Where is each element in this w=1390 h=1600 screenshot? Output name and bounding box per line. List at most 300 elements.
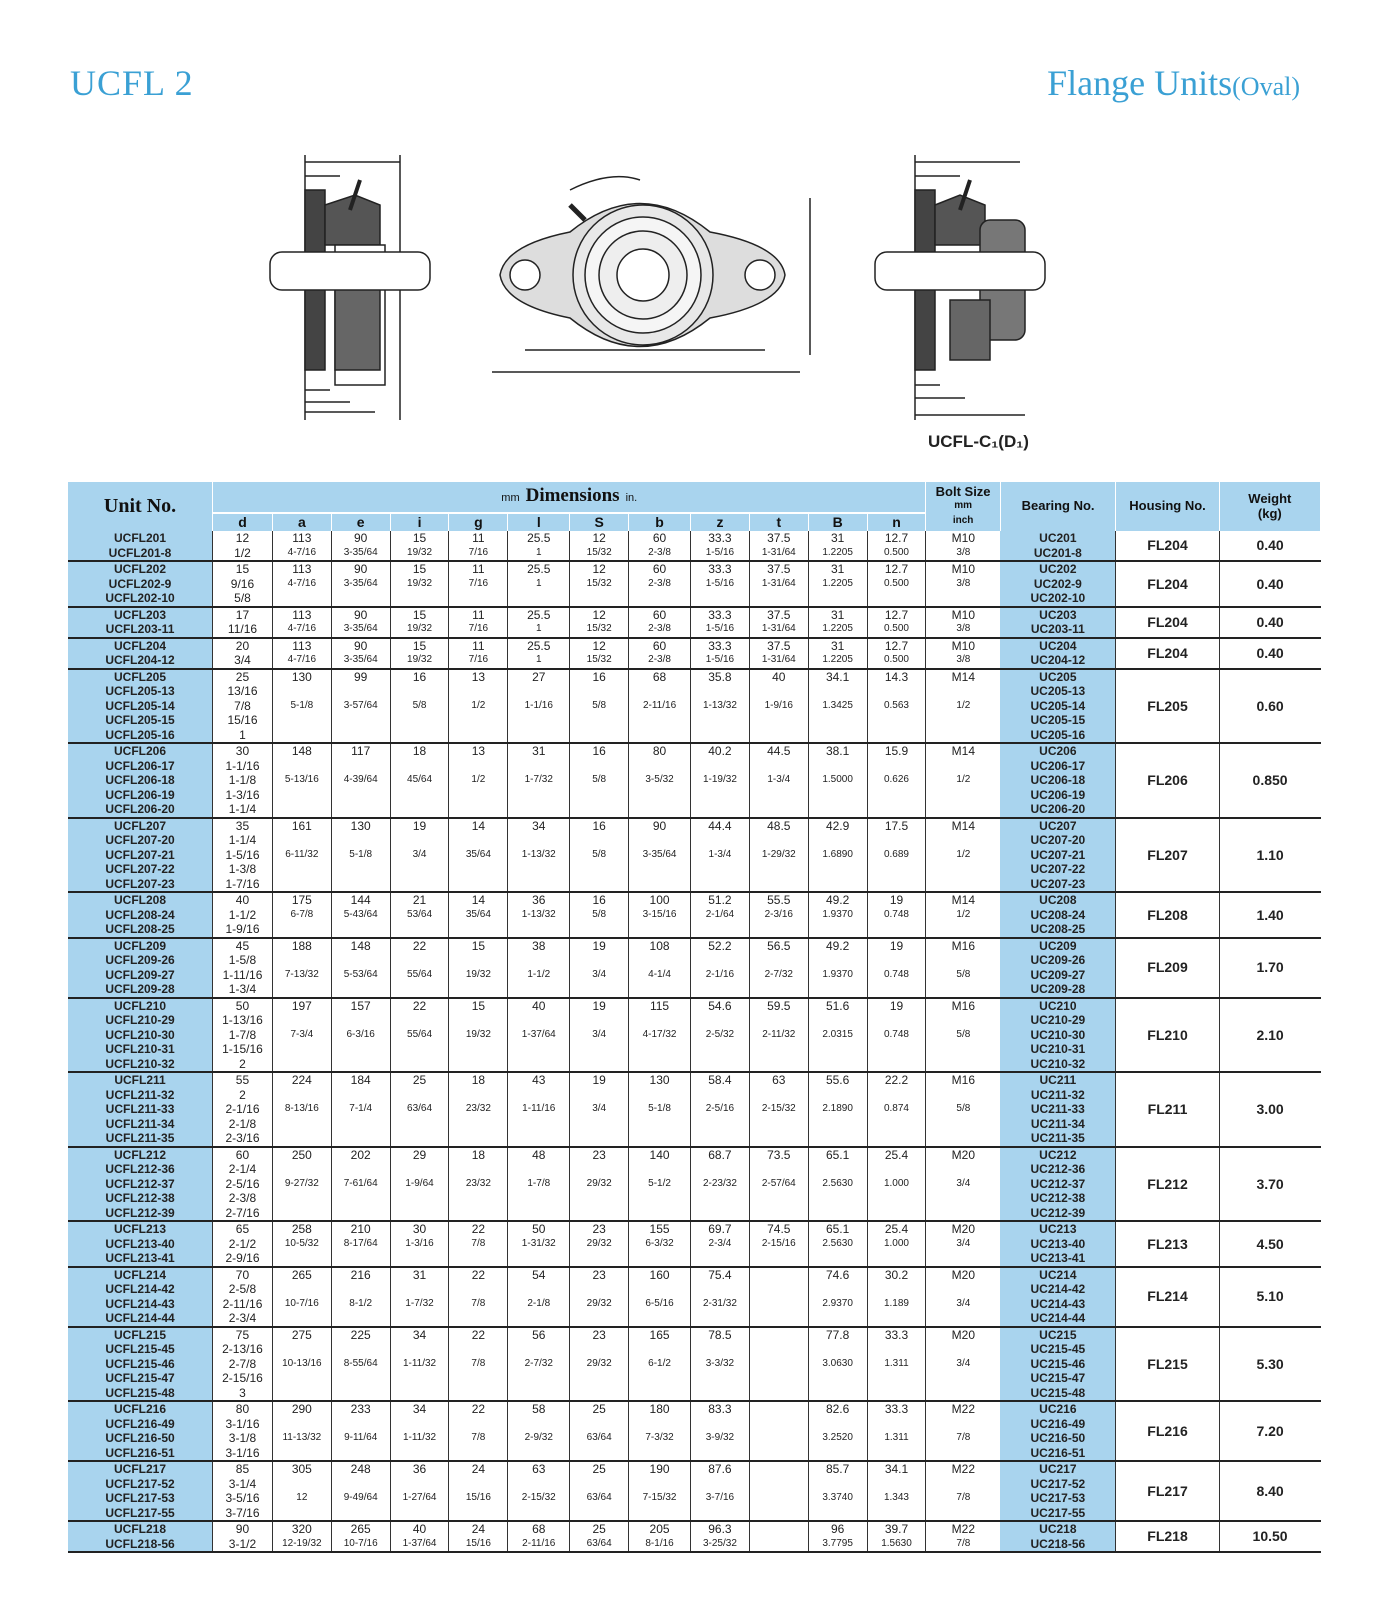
dim-spacer [570,833,628,848]
dim-inch-value: 1-13/32 [521,848,556,860]
right-view-drawing [875,155,1045,420]
dim-spacer [809,684,867,699]
dim-mm-value: 37.5 [767,562,791,576]
dim-spacer [926,1446,1000,1461]
weight-cell: 5.10 [1219,1267,1320,1327]
dim-cell [449,1401,508,1461]
weight-cell: 8.40 [1219,1461,1320,1521]
weight-cell: 0.60 [1219,669,1320,744]
dim-spacer [691,759,749,774]
dim-spacer [809,953,867,968]
dim-inch-value: 19/32 [407,577,433,589]
dim-spacer [809,862,867,877]
dim-spacer [868,833,926,848]
dim-spacer [332,1162,390,1177]
dim-cell [749,531,808,561]
d-value-line: 2-1/16 [225,1102,260,1116]
dim-mm-value: 113 [292,607,312,622]
dim-mm-value: 210 [350,1222,371,1236]
dim-inch-value: 3-35/64 [642,848,677,860]
dim-spacer [629,1013,690,1028]
dim-spacer [391,1417,449,1432]
bolt-mm-value: M10 [951,607,976,622]
dim-inch-value: 10-7/16 [343,1537,378,1549]
dim-cell [331,938,390,998]
dim-inch-value: 12-19/32 [282,1537,322,1549]
dim-spacer [391,877,449,892]
dim-mm-value: 18 [471,1147,486,1162]
bolt-size-cell [926,892,1000,938]
dim-mm-value: 224 [291,1073,312,1087]
dim-cell [449,892,508,938]
dim-spacer [449,788,507,803]
dim-mm-value: 30 [412,1222,427,1236]
dim-cell [449,638,508,669]
dim-cell [331,1521,390,1552]
dim-spacer [809,1042,867,1057]
unit-no-line: UCFL215 [114,1327,167,1342]
weight-cell: 0.40 [1219,638,1320,669]
dim-inch-value: 8-1/16 [645,1537,674,1549]
dim-spacer [691,1057,749,1072]
d-value-line: 1-5/8 [228,953,257,967]
dim-spacer [332,684,390,699]
dim-mm-value: 15 [412,562,427,576]
dim-spacer [809,922,867,937]
dim-cell [749,938,808,998]
dim-spacer [750,1117,808,1132]
dim-spacer [926,684,1000,699]
bearing-no-cell [1000,998,1116,1073]
bolt-size-cell [926,1221,1000,1267]
dim-inch-value: 2-9/32 [524,1432,553,1443]
unit-no-cell [68,1147,213,1222]
unit-no-line: UCFL206-20 [105,802,175,816]
dim-cell [449,669,508,744]
dim-spacer [570,713,628,728]
dim-spacer [273,877,331,892]
d-value-line: 2-3/16 [225,1131,260,1145]
dim-spacer [750,1042,808,1057]
dim-spacer [508,953,569,968]
dim-spacer [391,862,449,877]
dim-inch-value: 9-49/64 [343,1492,378,1503]
dim-spacer [332,922,390,937]
drawing-caption: UCFL-C₁(D₁) [928,432,1029,451]
dim-spacer [926,1057,1000,1072]
dim-spacer [868,788,926,803]
dim-col-2: e [331,513,390,531]
dim-inch-value: 1-31/64 [761,623,796,634]
dim-cell [808,1521,867,1552]
dim-spacer [508,833,569,848]
dim-spacer [750,684,808,699]
d-value-line: 17 [235,607,250,622]
bearing-no-line: UC216-49 [1030,1416,1086,1431]
dim-mm-value [750,1522,808,1537]
d-value-line: 3-1/16 [225,1445,260,1460]
bolt-size-inch: inch [952,514,974,526]
dim-spacer [629,1446,690,1461]
d-value-line: 1-3/8 [228,862,257,876]
dim-cell [749,1221,808,1267]
dim-inch-value: 1.311 [884,1432,909,1443]
dim-cell [390,669,449,744]
dim-inch-value: 2-23/32 [702,1177,737,1189]
d-value-line: 1-13/16 [222,1013,263,1027]
dim-spacer [391,1251,449,1266]
dim-inch-value: 15/32 [586,623,612,634]
dim-mm-value: 49.2 [825,938,850,953]
dim-mm-value: 25.5 [527,607,551,622]
d-value-line: 1-1/8 [228,773,257,787]
dim-spacer [332,1311,390,1326]
d-cell [213,607,273,638]
dim-mm-value: 12 [592,562,606,576]
dim-inch-value: 1.6890 [822,848,853,860]
dim-mm-value: 48.5 [767,818,791,833]
dim-cell [390,1221,449,1267]
dim-mm-value: 34.1 [825,669,850,684]
dim-inch-value [750,1431,808,1446]
housing-no-cell: FL214 [1116,1267,1219,1327]
d-value-line: 35 [235,818,250,833]
dim-inch-value: 1-27/64 [402,1492,437,1503]
dim-spacer [332,1477,390,1492]
dim-cell [331,607,390,638]
dim-cell [808,938,867,998]
bolt-inch-value: 3/4 [956,1297,971,1309]
dim-inch-value: 2-11/16 [522,1537,556,1549]
bearing-no-line: UC209-28 [1030,982,1086,996]
dimensions-in-label: in. [625,491,638,504]
housing-no-cell: FL213 [1116,1221,1219,1267]
dim-inch-value: 1-31/64 [761,654,796,665]
dim-spacer [750,1342,808,1357]
dim-spacer [750,1013,808,1028]
dim-spacer [809,713,867,728]
housing-no-cell: FL217 [1116,1461,1219,1521]
d-value-line: 40 [235,893,250,907]
dim-cell [390,638,449,669]
dim-spacer [570,1417,628,1432]
dim-spacer [691,591,749,606]
dim-mm-value: 11 [472,607,485,622]
bearing-no-line: UC211-35 [1030,1131,1085,1145]
dim-spacer [273,684,331,699]
dim-spacer [809,982,867,997]
unit-no-cell [68,1401,213,1461]
dim-mm-value: 180 [649,1402,670,1416]
dim-mm-value [750,1402,808,1417]
dim-spacer [809,1371,867,1386]
bearing-no-cell [1000,1147,1116,1222]
dim-mm-value: 148 [291,744,312,758]
dim-spacer [691,1117,749,1132]
dim-mm-value: 44.4 [708,818,732,833]
housing-no-cell: FL204 [1116,607,1219,638]
bolt-inch-value: 1/2 [956,774,971,785]
bearing-no-line: UC211-32 [1030,1087,1085,1102]
unit-no-cell [68,892,213,938]
dim-spacer [868,1117,926,1132]
dim-mm-value: 113 [292,638,312,653]
dim-mm-value: 56 [532,1327,546,1342]
unit-no-line: UCFL211 [114,1073,166,1087]
bolt-inch-value: 5/8 [956,968,971,980]
dim-spacer [449,833,507,848]
dim-spacer [691,1477,749,1492]
dim-spacer [508,1013,569,1028]
dim-mm-value: 22 [412,998,427,1013]
bolt-inch-value: 3/4 [956,1177,971,1189]
dim-spacer [449,1506,507,1521]
dim-spacer [868,1282,926,1297]
unit-no-line: UCFL217-55 [105,1505,175,1520]
dim-cell [867,1461,926,1521]
dim-cell [390,1401,449,1461]
dim-cell [272,607,331,638]
dim-mm-value: 22 [471,1267,486,1282]
dim-spacer [332,1088,390,1103]
table-row [68,998,1321,1073]
dim-spacer [809,1057,867,1072]
table-row [68,531,1321,561]
dim-cell [272,743,331,818]
dim-mm-value: 73.5 [767,1147,791,1162]
dim-cell [570,531,629,561]
d-cell [213,1221,273,1267]
dim-cell [629,531,691,561]
dim-spacer [391,1446,449,1461]
dim-cell [390,1461,449,1521]
dim-cell [570,1147,629,1222]
dim-inch-value: 1.000 [883,1237,909,1249]
dim-spacer [629,1057,690,1072]
dim-spacer [750,982,808,997]
dim-inch-value: 1.2205 [822,654,853,665]
bearing-no-line: UC204-12 [1030,653,1086,667]
dim-spacer [273,1417,331,1432]
dim-spacer [570,1311,628,1326]
weight-cell: 2.10 [1219,998,1320,1073]
d-cell [213,998,273,1073]
unit-no-line: UCFL208-25 [105,922,175,936]
dim-spacer [391,1282,449,1297]
dim-spacer [926,1386,1000,1401]
bearing-no-line: UC206-17 [1030,758,1086,773]
dim-inch-value: 2-15/32 [521,1492,556,1503]
d-cell [213,669,273,744]
dim-mm-value: 19 [889,998,904,1013]
bolt-inch-value: 3/8 [956,654,971,665]
dim-cell [691,531,750,561]
dim-cell [867,892,926,938]
dim-spacer [926,1417,1000,1432]
series-title: UCFL 2 [70,63,194,103]
bolt-size-cell [926,531,1000,561]
dim-mm-value: 22 [471,1222,486,1236]
bearing-no-cell [1000,1267,1116,1327]
dim-spacer [691,1088,749,1103]
dim-mm-value: 49.2 [825,893,850,907]
dimensions-title: Dimensions [525,484,620,506]
dim-inch-value: 5-43/64 [343,908,378,920]
dim-cell [390,1072,449,1147]
dim-spacer [809,877,867,892]
dim-inch-value: 2-1/64 [705,908,735,920]
unit-no-line: UCFL218 [114,1522,167,1536]
d-value-line: 7/8 [234,698,251,713]
dim-mm-value [750,1268,808,1283]
product-title-suffix: (Oval) [1232,72,1300,101]
dim-cell [808,998,867,1073]
dim-spacer [332,788,390,803]
dim-cell [508,1147,570,1222]
dim-mm-value: 54 [532,1267,546,1282]
dim-spacer [809,1506,867,1521]
dim-inch-value: 1-3/4 [708,848,732,860]
unit-no-cell [68,818,213,893]
product-title-main: Flange Units [1047,63,1233,103]
dim-inch-value: 29/32 [586,1237,612,1249]
dim-inch-value: 1-1/16 [524,699,553,711]
bolt-size-cell [926,1461,1000,1521]
dim-inch-value: 53/64 [407,908,433,920]
dim-inch-value: 6-11/32 [285,848,319,860]
dim-spacer [809,802,867,817]
dim-spacer [926,877,1000,892]
d-cell [213,1521,273,1552]
dim-spacer [809,1311,867,1326]
dim-inch-value [750,1357,808,1372]
dim-inch-value: 1.5000 [822,774,853,785]
bearing-no-line: UC206 [1039,744,1077,758]
dim-mm-value: 161 [291,818,312,833]
dim-spacer [449,1206,507,1221]
dim-cell [272,1147,331,1222]
dim-spacer [691,684,749,699]
dim-inch-value: 4-17/32 [642,1028,677,1040]
dim-spacer [508,728,569,743]
d-value-line: 1-1/4 [228,802,257,816]
dim-spacer [273,1131,331,1146]
dim-spacer [868,1088,926,1103]
dim-spacer [332,591,390,606]
bearing-no-line: UC207-21 [1030,847,1086,862]
unit-no-cell [68,1221,213,1267]
dim-col-1: a [272,513,331,531]
dim-inch-value: 3-25/32 [702,1537,737,1549]
dim-spacer [570,1386,628,1401]
dim-inch-value: 7/8 [471,1357,486,1369]
dim-spacer [868,1342,926,1357]
dim-inch-value: 1-3/16 [405,1237,434,1249]
dim-col-8: z [691,513,750,531]
bearing-no-line: UC207-23 [1030,876,1086,891]
dim-mm-value: 18 [471,1073,486,1087]
d-value-line: 2-9/16 [225,1251,260,1265]
housing-no-cell: FL218 [1116,1521,1219,1552]
dim-cell [808,1221,867,1267]
dim-inch-value: 5-53/64 [343,968,378,980]
dim-mm-value: 16 [412,669,427,684]
dim-cell [808,638,867,669]
dim-spacer [449,1342,507,1357]
unit-no-line: UCFL214-43 [105,1296,175,1311]
bearing-no-cell [1000,561,1116,607]
dim-cell [570,607,629,638]
weight-cell: 5.30 [1219,1327,1320,1402]
dim-inch-value: 0.874 [883,1103,909,1114]
dim-spacer [391,1013,449,1028]
dim-cell [449,1221,508,1267]
housing-no-cell: FL206 [1116,743,1219,818]
bearing-no-line: UC212-39 [1030,1205,1086,1220]
bolt-size-cell [926,669,1000,744]
dim-mm-value: 113 [292,531,312,545]
dim-spacer [691,922,749,937]
dim-spacer [809,1477,867,1492]
dim-cell [808,1267,867,1327]
dim-mm-value: 25 [412,1073,427,1087]
dim-inch-value: 2-3/8 [648,577,671,589]
dim-spacer [691,1013,749,1028]
d-value-line: 1-1/2 [228,907,257,922]
dim-cell [691,1072,750,1147]
dim-spacer [691,1446,749,1461]
bolt-size-cell [926,607,1000,638]
dim-inch-value: 7-1/4 [349,1103,373,1114]
dim-spacer [809,833,867,848]
dim-cell [331,1401,390,1461]
dim-mm-value: 78.5 [708,1327,732,1342]
unit-no-line: UCFL213 [114,1222,167,1236]
unit-no-line: UCFL212-38 [105,1191,175,1205]
dim-inch-value: 7-61/64 [343,1177,378,1189]
dim-mm-value: 16 [592,669,606,684]
bearing-no-line: UC210-32 [1030,1056,1086,1071]
dim-cell [749,1461,808,1521]
dim-cell [808,561,867,607]
dim-spacer [449,1282,507,1297]
dim-inch-value: 4-1/4 [648,968,671,980]
dim-mm-value: 56.5 [767,938,791,953]
bolt-inch-value: 1/2 [956,699,971,711]
dim-mm-value: 15 [412,607,427,622]
unit-no-line: UCFL210-31 [105,1042,175,1056]
dim-cell [390,818,449,893]
bolt-inch-value: 3/8 [956,577,971,589]
dim-cell [808,1147,867,1222]
d-value-line: 15 [235,562,250,576]
dim-spacer [629,1206,690,1221]
dim-inch-value: 7/8 [471,1237,486,1249]
dim-inch-value: 63/64 [586,1537,612,1549]
dim-inch-value: 3-35/64 [343,577,378,589]
dim-mm-value: 165 [649,1327,670,1342]
dim-spacer [868,982,926,997]
bearing-no-line: UC214 [1039,1267,1077,1282]
bearing-no-cell [1000,669,1116,744]
dim-cell [629,1327,691,1402]
dim-mm-value: 51.6 [825,998,850,1013]
dim-mm-value: 34.1 [884,1462,909,1476]
bearing-no-line: UC201-8 [1033,545,1082,560]
unit-no-line: UCFL206 [114,744,167,758]
dim-cell [331,1221,390,1267]
bearing-no-line: UC210-30 [1030,1027,1086,1042]
